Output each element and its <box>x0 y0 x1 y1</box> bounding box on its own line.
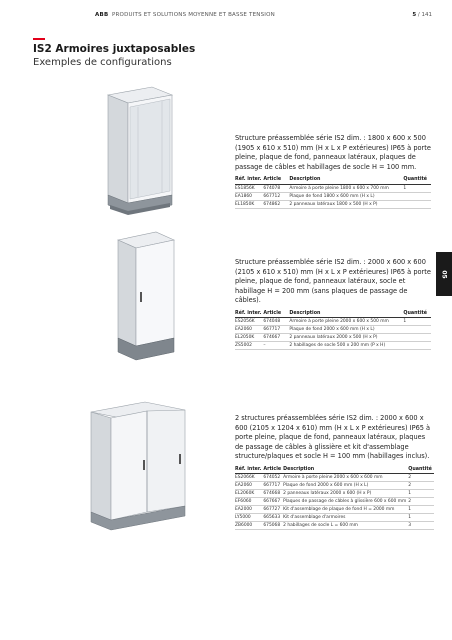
page-subtitle: Exemples de configurations <box>33 57 172 68</box>
col-header: Description <box>289 176 403 184</box>
table-row: ES1856K 674078 Armoire à porte pleine 1800 x 600 x 700 mm 1 <box>235 184 431 192</box>
brand-logo: ABB <box>95 12 109 18</box>
parts-table <box>235 310 431 351</box>
col-header: Réf. inter. <box>235 466 262 472</box>
cabinet-illustration-1 <box>100 85 180 220</box>
header-title: PRODUITS ET SOLUTIONS MOYENNE ET BASSE TENSION <box>112 12 275 18</box>
table-row: EA2060 667717 Plaque de fond 2000 x 600 mm (H x L) 2 <box>235 482 434 490</box>
table-row: EA2060 667717 Plaque de fond 2000 x 600 mm (H x L) <box>235 326 431 334</box>
col-header: Description <box>289 310 403 318</box>
table-row: EL2050K 674667 2 panneaux latéraux 2000 x 500 (H x P) <box>235 334 431 342</box>
section-tab[interactable]: 05 <box>436 252 452 296</box>
table-row: LY5000 665633 Kit d'assemblage d'armoires 1 <box>235 514 434 522</box>
col-header: Quantité <box>403 310 431 318</box>
table-row: EL2060K 674668 2 panneaux latéraux 2000 x 600 (H x P) 1 <box>235 490 434 498</box>
table-row: EA2000 667727 Kit d'assemblage de plaque de fond H = 2000 mm 1 <box>235 506 434 514</box>
page-number: 5 / 141 <box>412 12 432 18</box>
table-row: ZS5002 – 2 habillages de socle 500 x 200 mm (P x H) <box>235 342 431 350</box>
parts-table <box>235 466 434 531</box>
table-row: ES2056K 674048 Armoire à porte pleine 2000 x 600 x 500 mm 1 <box>235 318 431 326</box>
config-section-1 <box>235 134 431 209</box>
config-description: Structure préassemblée série IS2 dim. : 2000 x 600 x 600 (2105 x 610 x 510) mm (H x L x P extérieures) IP65 à porte pleine, plaque de fond, panneaux latéraux, socle et habillage H = 200 mm (sans plaques de passage de câbles). <box>235 258 431 305</box>
table-row: ZB6000 675068 2 habillages de socle L = 600 mm 3 <box>235 522 434 530</box>
col-header: Quantité <box>403 176 431 184</box>
col-header: Quantité <box>408 466 432 472</box>
table-row: EA1860 667712 Plaque de fond 1800 x 600 mm (H x L) <box>235 192 431 200</box>
table-row: ES2066K 674052 Armoire à porte pleine 2000 x 600 x 600 mm 2 <box>235 474 434 482</box>
table-row: EF6060 667667 Plaques de passage de câbles à glissière 600 x 600 mm 2 <box>235 498 434 506</box>
table-row: EL1850K 674862 2 panneaux latéraux 1800 x 500 (H x P) <box>235 200 431 208</box>
parts-table <box>235 176 431 209</box>
page-title: IS2 Armoires juxtaposables <box>33 43 196 55</box>
col-header: Description <box>283 466 408 474</box>
config-description: Structure préassemblée série IS2 dim. : 1800 x 600 x 500 (1905 x 610 x 510) mm (H x L x P extérieures) IP65 à porte pleine, plaque de fond, panneaux latéraux, plaques de passage de câbles et habillages de socle H = 100 mm. <box>235 134 431 171</box>
cabinet-illustration-3 <box>85 398 195 548</box>
accent-bar <box>33 38 45 40</box>
col-header: Article <box>263 310 289 318</box>
col-header: Réf. inter. <box>235 310 262 316</box>
config-section-2 <box>235 258 431 350</box>
page-header <box>0 12 452 22</box>
col-header: Article <box>263 466 282 472</box>
config-description: 2 structures préassemblées série IS2 dim. : 2000 x 600 x 600 (2105 x 1204 x 610) mm (H x L x P extérieures) IP65 à porte pleine, plaque de fond, panneaux latéraux, plaques de passage de câbles à glissière et kit d'assemblage structure/plaques et socle H = 100 mm (habillages inclus). <box>235 414 431 461</box>
cabinet-illustration-2 <box>112 228 182 368</box>
config-section-3 <box>235 414 431 530</box>
col-header: Réf. inter. <box>235 177 262 183</box>
col-header: Article <box>263 176 289 184</box>
